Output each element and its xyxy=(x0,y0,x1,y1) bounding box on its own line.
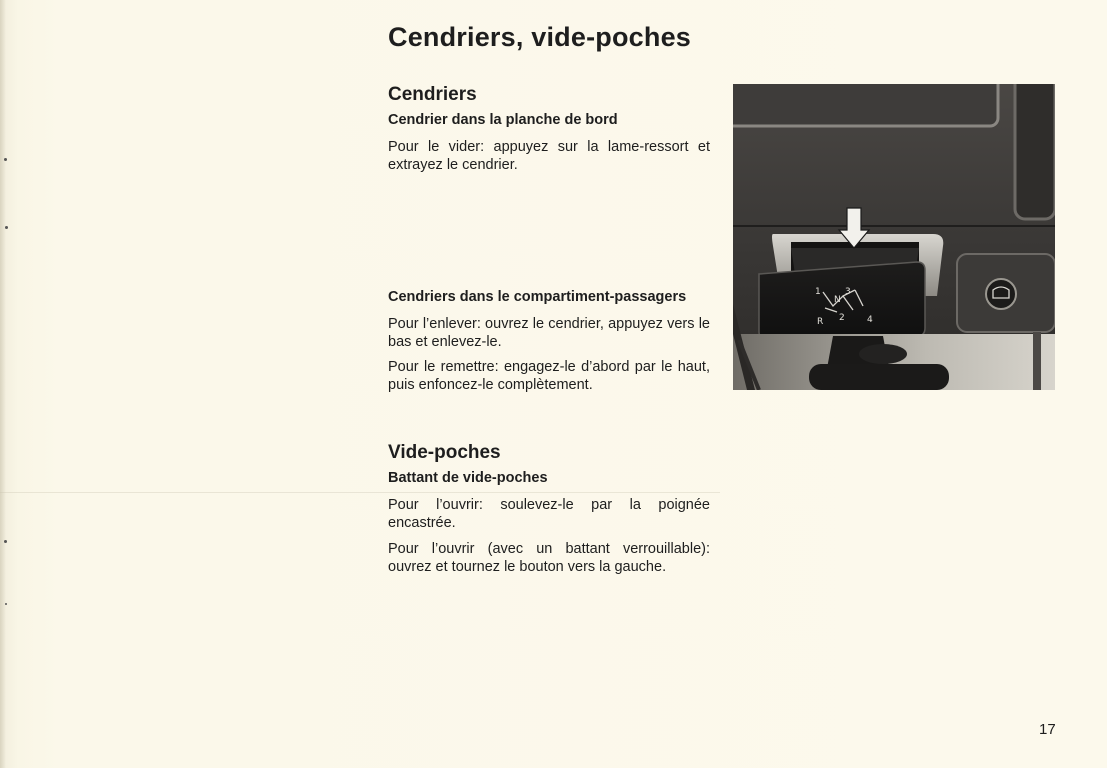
paragraph-vider-cendrier: Pour le vider: appuyez sur la lame-ressort et extrayez le cendrier. xyxy=(388,139,710,173)
gear-label-1: 1 xyxy=(815,287,821,297)
gear-label-2: 2 xyxy=(839,313,845,323)
print-speck xyxy=(4,540,7,543)
paragraph-enlever-cendrier: Pour l’enlever: ouvrez le cendrier, appuyez vers le bas et enlevez-le. xyxy=(388,316,710,350)
gear-label-n: N xyxy=(834,295,841,305)
gear-label-3: 3 xyxy=(845,287,851,297)
subheading-cendriers-compartiment-passagers: Cendriers dans le compartiment-passagers xyxy=(388,289,687,305)
page-binding-edge xyxy=(0,0,6,768)
print-speck xyxy=(5,226,8,229)
page-number: 17 xyxy=(1039,721,1056,738)
paragraph-ouvrir-vide-poches: Pour l’ouvrir: soulevez-le par la poignée encastrée. xyxy=(388,497,710,531)
paragraph-ouvrir-verrouillable: Pour l’ouvrir (avec un battant verrouillable): ouvrez et tournez le bouton vers la gauche. xyxy=(388,541,710,575)
gear-label-4: 4 xyxy=(867,315,873,325)
page-fold-line xyxy=(0,492,720,493)
dashboard-ashtray-photo xyxy=(733,84,1055,390)
shifter-base xyxy=(809,364,949,390)
section-heading-cendriers: Cendriers xyxy=(388,84,477,105)
page-title: Cendriers, vide-poches xyxy=(388,22,691,52)
dashboard-upper-panel xyxy=(733,84,998,126)
gear-label-r: R xyxy=(817,317,824,327)
subheading-battant-vide-poches: Battant de vide-poches xyxy=(388,470,548,486)
print-speck xyxy=(4,158,7,161)
subheading-cendrier-planche-de-bord: Cendrier dans la planche de bord xyxy=(388,112,618,128)
dashboard-side-trim xyxy=(1015,84,1055,219)
section-heading-vide-poches: Vide-poches xyxy=(388,442,501,463)
paragraph-remettre-cendrier: Pour le remettre: engagez-le d’abord par le haut, puis enfoncez-le complètement. xyxy=(388,359,710,393)
rear-window-heater-switch-icon xyxy=(986,279,1016,309)
print-speck xyxy=(5,603,7,605)
ashtray-front-plate xyxy=(759,262,925,340)
